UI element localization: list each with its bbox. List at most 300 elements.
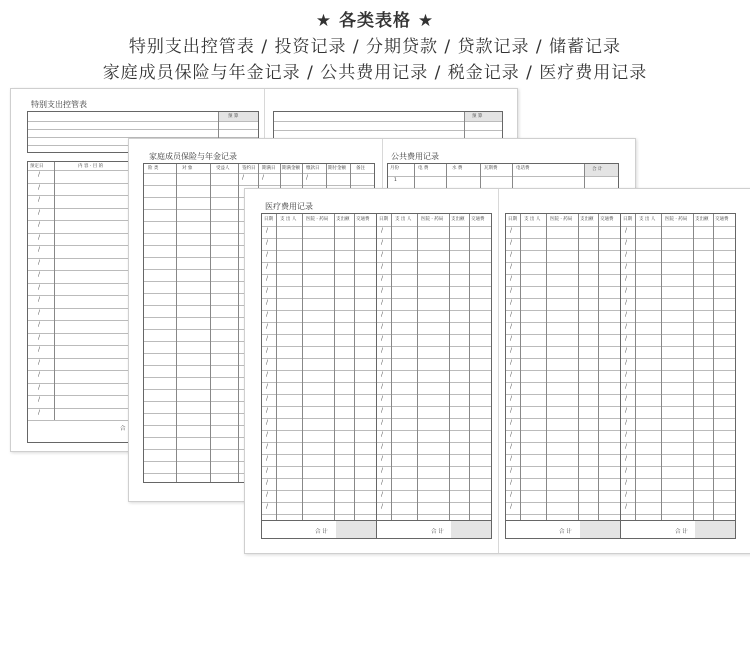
row-line [506,310,620,311]
col-header: 日期 [508,217,517,222]
total-label: 合 计 [592,167,603,172]
date-slash: / [38,246,41,253]
col-line [334,214,335,520]
date-slash: / [381,443,384,450]
date-slash: / [266,455,269,462]
row-line [621,358,735,359]
date-slash: / [38,258,41,266]
col-header: 支 出 人 [280,217,297,222]
date-slash: / [625,323,628,330]
col-line [449,214,450,520]
col-header: 交通费 [356,217,370,222]
row-line [506,370,620,371]
sheet-title: 医疗费用记录 [265,202,313,211]
row-line [377,250,491,251]
date-slash: / [38,171,41,178]
date-slash: / [266,479,269,486]
date-slash: / [266,431,269,438]
budget-label-right: 预 算 [472,114,483,119]
date-slash: / [266,467,269,474]
date-slash: / [625,359,628,366]
col-header: 支 出 人 [395,217,412,222]
row-line [377,346,491,347]
col-line [302,214,303,520]
row-line [377,394,491,395]
row-line [377,262,491,263]
date-slash: / [266,227,269,234]
sheet-title: 特别支出控管表 [31,100,87,109]
row-line [377,406,491,407]
row-line [506,346,620,347]
date-slash: / [625,431,628,438]
row-line [262,454,376,455]
date-slash: / [625,443,628,450]
row-line [621,274,735,275]
row-line [506,406,620,407]
col-header: 支出额 [580,217,594,222]
col-line [546,214,547,520]
col-line [354,214,355,520]
sheet-title: 家庭成员保险与年金记录 [149,152,237,161]
date-slash: / [510,299,513,306]
row-line [621,286,735,287]
row-line [506,334,620,335]
row-line [377,226,491,227]
col-header: 预定日 [30,164,44,169]
col-line [578,214,579,520]
page-fold [498,189,499,553]
total-label: 合 [120,426,126,432]
date-slash: / [625,455,628,462]
row-line [377,514,491,515]
date-slash: / [38,371,41,378]
col-line [176,164,177,482]
utility-title: 公共费用记录 [391,152,439,161]
row-line [262,430,376,431]
date-slash: / [510,227,513,234]
row-line [621,298,735,299]
row-line [28,121,258,122]
col-header: 期付金额 [328,166,346,171]
date-slash: / [510,431,513,438]
date-slash: / [510,371,513,378]
date-slash: / [510,467,513,474]
date-slash: / [510,455,513,462]
date-slash: / [381,251,384,258]
date-slash: / [38,308,41,316]
row-line [506,394,620,395]
date-slash: / [625,275,628,282]
row-line [621,502,735,503]
date-slash: / [381,455,384,462]
date-slash: / [510,443,513,450]
row-line [262,370,376,371]
date-slash: / [510,275,513,282]
row-line [377,478,491,479]
date-slash: / [625,395,628,402]
col-header: 对 象 [182,166,193,171]
col-header: 交通费 [471,217,485,222]
row-line [262,466,376,467]
row-line [262,262,376,263]
budget-box-right [273,111,503,141]
row-line [621,394,735,395]
sheet-medical [244,188,750,554]
col-header: 支 出 人 [639,217,656,222]
date-slash: / [381,431,384,438]
row-line [621,454,735,455]
row-line [262,322,376,323]
date-slash: / [266,275,269,282]
row-line [274,130,502,131]
row-line [144,173,374,174]
row-line [621,418,735,419]
row-line [621,310,735,311]
date-slash: / [625,251,628,258]
col-line [210,164,211,482]
row-line [506,262,620,263]
date-slash: / [38,383,41,391]
date-slash: / [381,419,384,426]
row-line [621,466,735,467]
date-slash: / [510,311,513,318]
date-slash: / [510,335,513,342]
col-line [598,214,599,520]
medical-table-3 [505,213,621,539]
col-line [391,214,392,520]
row-line [262,250,376,251]
date-slash: / [625,371,628,378]
row-line [28,129,258,130]
total-row-line [506,520,620,521]
date-slash: / [38,346,41,353]
date-slash: / [381,347,384,354]
date-slash: / [38,233,41,241]
date-slash: / [381,323,384,330]
col-header: 医院 · 药局 [665,217,688,222]
date-slash: / [625,263,628,270]
date-slash: / [38,183,41,191]
row-line [377,238,491,239]
row-line [621,478,735,479]
row-line [377,466,491,467]
date-slash: / [625,239,628,246]
row-line [262,226,376,227]
total-row-line [262,520,376,521]
date-slash: / [266,491,269,498]
col-header: 医院 · 药局 [550,217,573,222]
date-slash: / [510,383,513,390]
date-slash: / [381,479,384,486]
col-header: 内 容 · 目 的 [78,164,104,169]
row-line [262,346,376,347]
col-header: 日期 [264,217,273,222]
row-line [506,502,620,503]
date-slash: / [266,251,269,258]
col-header: 电 费 [418,166,429,171]
date-slash: / [266,311,269,318]
row-line [262,382,376,383]
date-slash: / [38,283,41,291]
col-line [661,214,662,520]
date-slash: / [266,407,269,414]
date-slash: / [266,371,269,378]
row-line [621,370,735,371]
row-line [621,490,735,491]
row-line [377,322,491,323]
row-line [377,310,491,311]
row-line [262,310,376,311]
col-header: 日期 [623,217,632,222]
date-slash: / [38,358,41,366]
medical-table-4 [620,213,736,539]
date-slash: / [262,174,265,181]
total-label: 合 计 [675,529,688,535]
date-slash: / [510,287,513,294]
date-slash: / [266,335,269,342]
col-header: 医院 · 药局 [306,217,329,222]
date-slash: / [266,359,269,366]
date-slash: / [510,251,513,258]
form-list-line-2: 家庭成员保险与年金记录 / 公共费用记录 / 税金记录 / 医疗费用记录 [102,63,648,83]
date-slash: / [381,359,384,366]
total-label: 合 计 [431,529,444,535]
row-line [506,286,620,287]
row-line [262,442,376,443]
col-line [693,214,694,520]
col-line [635,214,636,520]
date-slash: / [38,296,41,303]
date-slash: / [266,323,269,330]
date-slash: / [381,263,384,270]
col-header: 缴款日 [306,166,320,171]
row-line [262,406,376,407]
col-header: 签约日 [242,166,256,171]
date-slash: / [381,503,384,510]
row-line [506,466,620,467]
date-slash: / [266,347,269,354]
date-slash: / [38,221,41,228]
row-line [262,238,376,239]
col-line [713,214,714,520]
date-slash: / [38,208,41,216]
date-slash: / [381,275,384,282]
row-line [262,274,376,275]
date-slash: / [510,263,513,270]
row-line [377,442,491,443]
row-line [262,394,376,395]
col-header: 支出额 [451,217,465,222]
row-line [506,478,620,479]
date-slash: / [625,287,628,294]
date-slash: / [266,395,269,402]
row-line [621,226,735,227]
medical-table-2 [376,213,492,539]
row-line [377,382,491,383]
date-slash: / [625,479,628,486]
medical-table-1 [261,213,377,539]
row-line [506,490,620,491]
total-row-line [377,520,491,521]
date-slash: / [381,383,384,390]
row-line [621,346,735,347]
row-line [506,430,620,431]
row-line [506,382,620,383]
row-line [262,286,376,287]
row-line [621,430,735,431]
row-line [506,238,620,239]
date-slash: / [38,396,41,403]
date-slash: / [381,407,384,414]
date-slash: / [266,239,269,246]
date-slash: / [38,271,41,278]
row-line [506,442,620,443]
row-line [262,514,376,515]
row-line [506,274,620,275]
date-slash: / [381,491,384,498]
col-header: 水 费 [452,166,463,171]
page-title: ★ 各类表格 ★ [315,11,435,31]
date-slash: / [266,443,269,450]
date-slash: / [381,239,384,246]
row-line [506,454,620,455]
row-line [621,238,735,239]
col-line [464,112,465,140]
row-line [506,250,620,251]
row-line [621,406,735,407]
row-line [377,358,491,359]
date-slash: / [625,491,628,498]
date-slash: / [510,491,513,498]
col-header: 受益人 [216,166,230,171]
row-line [506,298,620,299]
col-header: 支出额 [336,217,350,222]
col-header: 医院 · 药局 [421,217,444,222]
date-slash: / [510,407,513,414]
date-slash: / [381,311,384,318]
col-header: 期满日 [262,166,276,171]
date-slash: / [625,467,628,474]
col-header: 支出额 [695,217,709,222]
date-slash: / [38,321,41,328]
row-line [377,418,491,419]
col-line [54,162,55,420]
row-line [377,334,491,335]
date-slash: / [510,479,513,486]
total-row-line [621,520,735,521]
col-header: 险 类 [148,166,159,171]
col-header: 备注 [356,166,365,171]
month-cell: 1 [394,178,397,183]
row-line [621,442,735,443]
row-line [621,250,735,251]
row-line [262,298,376,299]
col-header: 月份 [390,166,399,171]
row-line [377,430,491,431]
row-line [506,514,620,515]
date-slash: / [381,335,384,342]
row-line [262,478,376,479]
date-slash: / [625,503,628,510]
row-line [262,358,376,359]
col-line [238,164,239,482]
date-slash: / [625,299,628,306]
row-line [621,262,735,263]
row-line [377,370,491,371]
date-slash: / [381,371,384,378]
col-header: 期满金额 [282,166,300,171]
date-slash: / [381,287,384,294]
row-line [506,418,620,419]
date-slash: / [38,333,41,341]
date-slash: / [625,419,628,426]
row-line [377,274,491,275]
date-slash: / [266,503,269,510]
col-line [469,214,470,520]
row-line [377,502,491,503]
date-slash: / [625,335,628,342]
row-line [621,382,735,383]
date-slash: / [266,299,269,306]
row-line [262,334,376,335]
date-slash: / [38,408,41,416]
date-slash: / [510,419,513,426]
date-slash: / [625,383,628,390]
row-line [506,226,620,227]
col-line [276,214,277,520]
budget-label: 预 算 [228,114,239,119]
date-slash: / [266,263,269,270]
date-slash: / [510,347,513,354]
row-line [506,358,620,359]
col-line [417,214,418,520]
date-slash: / [306,174,309,181]
date-slash: / [266,419,269,426]
row-line [506,322,620,323]
date-slash: / [266,383,269,390]
form-list-line-1: 特别支出控管表 / 投资记录 / 分期贷款 / 贷款记录 / 储蓄记录 [128,37,622,57]
row-line [377,490,491,491]
date-slash: / [510,323,513,330]
date-slash: / [625,227,628,234]
date-slash: / [510,395,513,402]
row-line [377,286,491,287]
date-slash: / [625,347,628,354]
col-header: 瓦斯费 [484,166,498,171]
date-slash: / [381,299,384,306]
date-slash: / [381,395,384,402]
row-line [621,334,735,335]
row-line [377,298,491,299]
col-header: 支 出 人 [524,217,541,222]
date-slash: / [625,311,628,318]
date-slash: / [381,227,384,234]
date-slash: / [381,467,384,474]
row-line [621,322,735,323]
row-line [274,121,502,122]
date-slash: / [510,503,513,510]
date-slash: / [266,287,269,294]
date-slash: / [510,239,513,246]
col-header: 交通费 [600,217,614,222]
row-line [262,502,376,503]
row-line [262,418,376,419]
col-header: 交通费 [715,217,729,222]
date-slash: / [510,359,513,366]
date-slash: / [625,407,628,414]
total-label: 合 计 [315,529,328,535]
row-line [377,454,491,455]
